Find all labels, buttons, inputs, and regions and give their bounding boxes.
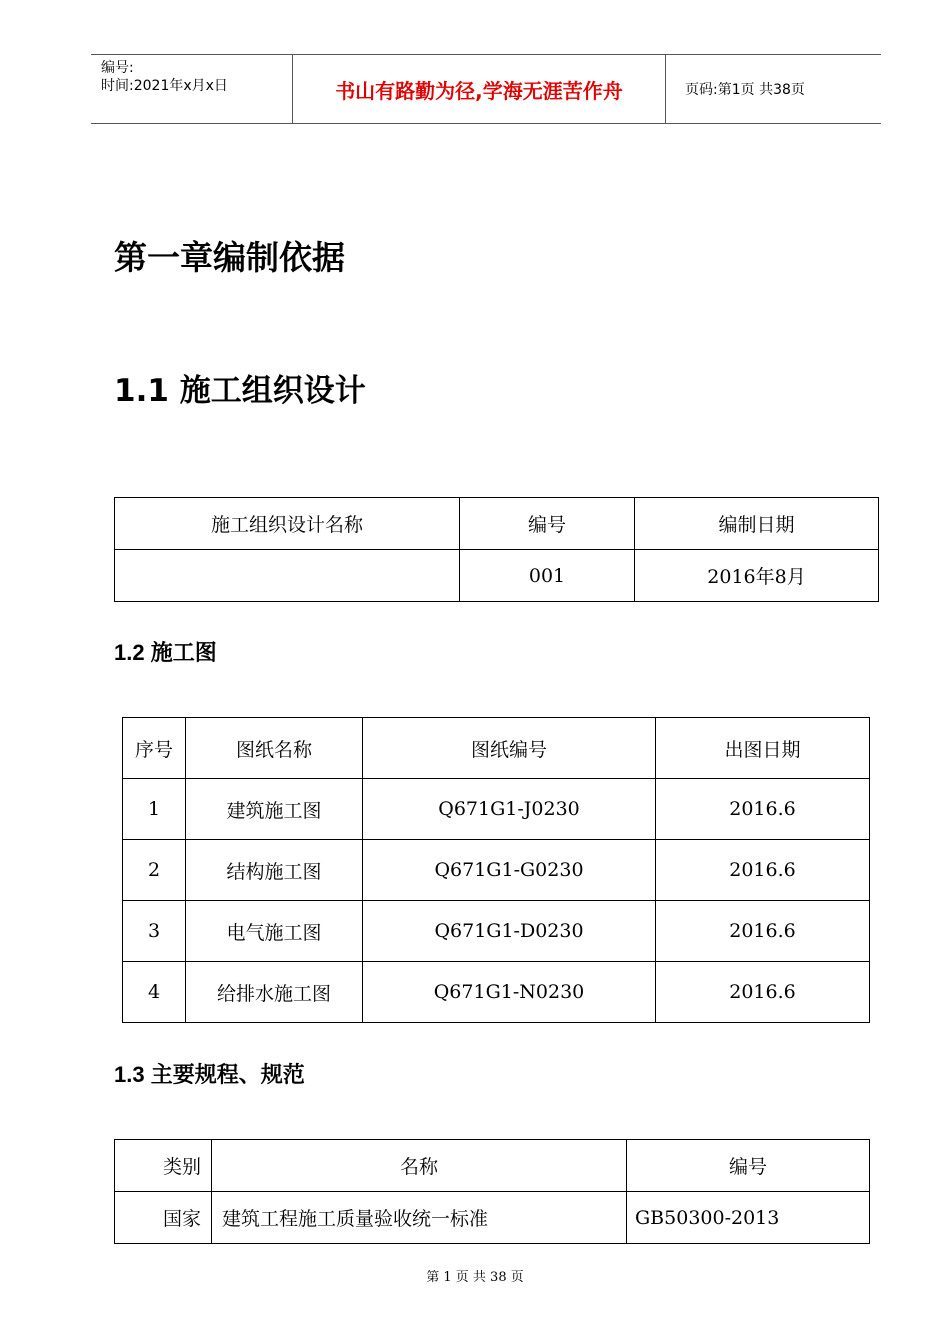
table-cell: 结构施工图 — [186, 840, 363, 901]
table-cell: 2016.6 — [656, 779, 870, 840]
section-1-2-title: 1.2 施工图 — [114, 640, 217, 665]
header-time: 时间:2021年x月x日 — [101, 78, 228, 94]
table-cell: 2016年8月 — [635, 550, 879, 602]
table-cell: 建筑工程施工质量验收统一标准 — [212, 1192, 627, 1244]
table-cell: Q671G1-G0230 — [363, 840, 656, 901]
table-header-row — [115, 498, 879, 550]
table-row — [115, 1192, 870, 1244]
table-cell — [115, 550, 460, 602]
header-meta — [91, 55, 293, 123]
table-header-row — [123, 718, 870, 779]
table-row — [115, 550, 879, 602]
header-cell: 编号 — [627, 1140, 870, 1192]
header-page-text: 页码:第1页 共38页 — [685, 82, 805, 98]
standards-table — [114, 1139, 870, 1244]
table-cell: 001 — [460, 550, 635, 602]
table-cell: 电气施工图 — [186, 901, 363, 962]
page-header — [91, 54, 881, 124]
header-cell: 图纸编号 — [363, 718, 656, 779]
table-row — [123, 962, 870, 1023]
header-cell: 施工组织设计名称 — [115, 498, 460, 550]
chapter-title: 第一章编制依据 — [114, 238, 345, 277]
table-cell: GB50300-2013 — [627, 1192, 870, 1244]
header-cell: 序号 — [123, 718, 186, 779]
header-number: 编号: — [101, 60, 134, 76]
header-cell: 图纸名称 — [186, 718, 363, 779]
header-cell: 类别 — [115, 1140, 212, 1192]
table-cell: 给排水施工图 — [186, 962, 363, 1023]
table-cell: 2016.6 — [656, 840, 870, 901]
table-cell: 3 — [123, 901, 186, 962]
table-row — [123, 840, 870, 901]
header-cell: 名称 — [212, 1140, 627, 1192]
table-cell: Q671G1-J0230 — [363, 779, 656, 840]
table-cell: Q671G1-N0230 — [363, 962, 656, 1023]
page-footer: 第 1 页 共 38 页 — [426, 1270, 524, 1285]
drawings-table — [122, 717, 870, 1023]
header-cell: 编制日期 — [635, 498, 879, 550]
header-motto: 书山有路勤为径,学海无涯苦作舟 — [293, 55, 666, 123]
section-1-3-title: 1.3 主要规程、规范 — [114, 1062, 305, 1087]
table-row — [123, 901, 870, 962]
table-cell: 建筑施工图 — [186, 779, 363, 840]
header-cell: 出图日期 — [656, 718, 870, 779]
section-1-1-title: 1.1 施工组织设计 — [114, 373, 366, 409]
construction-design-table — [114, 497, 879, 602]
table-cell: 2016.6 — [656, 901, 870, 962]
header-cell: 编号 — [460, 498, 635, 550]
header-page — [675, 55, 875, 123]
table-cell: 2 — [123, 840, 186, 901]
table-cell: 4 — [123, 962, 186, 1023]
table-cell: 国家 — [115, 1192, 212, 1244]
table-cell: Q671G1-D0230 — [363, 901, 656, 962]
table-cell: 2016.6 — [656, 962, 870, 1023]
table-cell: 1 — [123, 779, 186, 840]
table-header-row — [115, 1140, 870, 1192]
table-row — [123, 779, 870, 840]
